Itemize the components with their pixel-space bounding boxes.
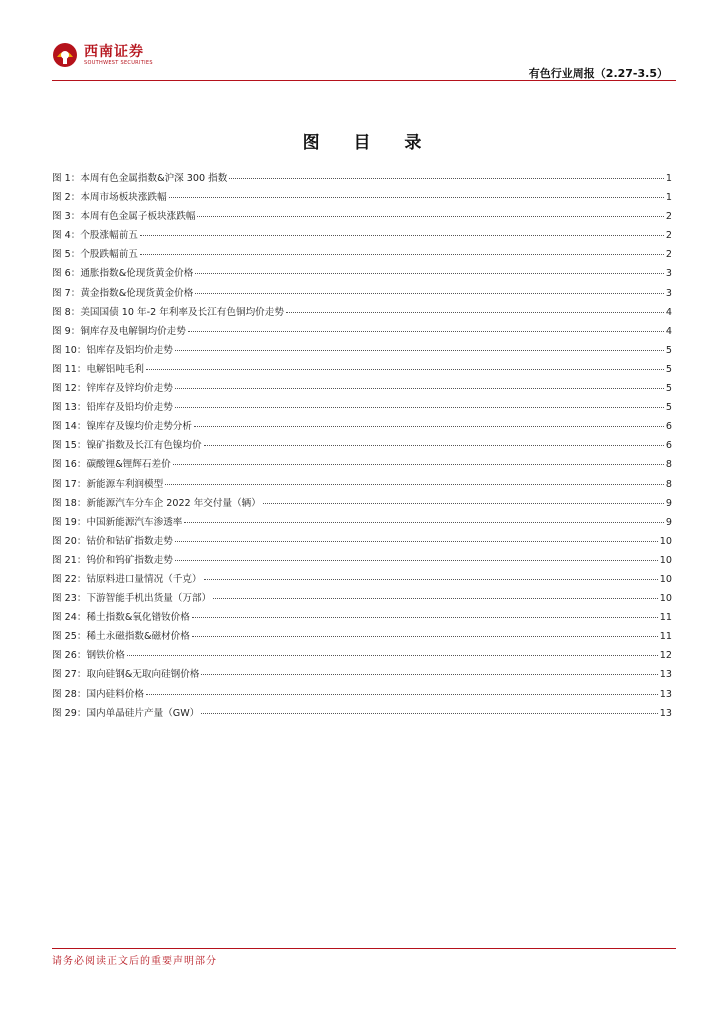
toc-entry-label[interactable]: 图 25：稀土永磁指数&磁材价格: [52, 631, 190, 643]
toc-leader-dots: [286, 312, 664, 313]
logo-emblem-icon: [52, 42, 78, 68]
toc-leader-dots: [175, 388, 664, 389]
toc-leader-dots: [140, 254, 664, 255]
toc-entry-page[interactable]: 6: [665, 440, 672, 452]
toc-leader-dots: [146, 694, 658, 695]
toc-entry-label[interactable]: 图 20：钴价和钴矿指数走势: [52, 535, 173, 547]
toc-entry[interactable]: [52, 418, 672, 437]
toc-entry[interactable]: [52, 227, 672, 246]
toc-leader-dots: [165, 484, 664, 485]
toc-leader-dots: [204, 579, 658, 580]
toc-entry[interactable]: [52, 456, 672, 475]
toc-leader-dots: [175, 350, 664, 351]
toc-entry[interactable]: [52, 552, 672, 571]
toc-entry[interactable]: [52, 342, 672, 361]
toc-leader-dots: [188, 331, 664, 332]
toc-entry[interactable]: [52, 304, 672, 323]
toc-leader-dots: [229, 178, 664, 179]
toc-entry[interactable]: [52, 590, 672, 609]
toc-entry-page[interactable]: 13: [659, 669, 672, 681]
logo-chinese-name: 西南证券: [84, 43, 144, 60]
page-header: [52, 38, 676, 82]
toc-entry[interactable]: [52, 361, 672, 380]
toc-entry-label[interactable]: 图 14：镍库存及镍均价走势分析: [52, 421, 192, 433]
toc-leader-dots: [263, 503, 664, 504]
toc-entry-label[interactable]: 图 6：通胀指数&伦现货黄金价格: [52, 268, 194, 280]
toc-entry-page[interactable]: 1: [665, 192, 672, 204]
toc-entry[interactable]: [52, 533, 672, 552]
header-divider: [52, 80, 676, 81]
toc-entry-label[interactable]: 图 4：个股涨幅前五: [52, 230, 138, 242]
toc-entry-page[interactable]: 8: [665, 478, 672, 490]
toc-entry-label[interactable]: 图 19：中国新能源汽车渗透率: [52, 516, 183, 528]
toc-leader-dots: [175, 407, 664, 408]
toc-entry-label[interactable]: 图 27：取向硅钢&无取向硅钢价格: [52, 669, 200, 681]
toc-entry[interactable]: [52, 647, 672, 666]
toc-entry[interactable]: [52, 265, 672, 284]
toc-entry-page[interactable]: 4: [665, 325, 672, 337]
toc-entry-page[interactable]: 13: [659, 688, 672, 700]
toc-leader-dots: [195, 273, 664, 274]
toc-entry[interactable]: [52, 285, 672, 304]
footer-divider: [52, 948, 676, 949]
toc-leader-dots: [175, 541, 658, 542]
toc-entry-page[interactable]: 3: [665, 287, 672, 299]
toc-entry-label[interactable]: 图 21：钨价和钨矿指数走势: [52, 554, 173, 566]
toc-entry-label[interactable]: 图 17：新能源车利润模型: [52, 478, 164, 490]
toc-leader-dots: [184, 522, 664, 523]
toc-entry[interactable]: [52, 514, 672, 533]
table-of-figures: [52, 170, 672, 724]
toc-entry-label[interactable]: 图 12：锌库存及锌均价走势: [52, 383, 173, 395]
toc-entry[interactable]: [52, 170, 672, 189]
toc-entry-label[interactable]: 图 11：电解铝吨毛利: [52, 363, 145, 375]
toc-entry[interactable]: [52, 571, 672, 590]
toc-entry[interactable]: [52, 686, 672, 705]
document-title: 有色行业周报（2.27-3.5）: [528, 67, 668, 80]
toc-entry[interactable]: [52, 246, 672, 265]
toc-entry-page[interactable]: 13: [659, 707, 672, 719]
toc-leader-dots: [192, 636, 658, 637]
toc-entry-page[interactable]: 9: [665, 516, 672, 528]
toc-entry-page[interactable]: 5: [665, 344, 672, 356]
toc-entry[interactable]: [52, 705, 672, 724]
toc-leader-dots: [194, 426, 664, 427]
toc-leader-dots: [175, 560, 658, 561]
toc-leader-dots: [146, 369, 664, 370]
toc-entry-page[interactable]: 10: [659, 573, 672, 585]
toc-entry-page[interactable]: 2: [665, 230, 672, 242]
toc-entry-page[interactable]: 2: [665, 249, 672, 261]
toc-entry-label[interactable]: 图 3：本周有色金属子板块涨跌幅: [52, 211, 196, 223]
toc-entry[interactable]: [52, 628, 672, 647]
toc-entry-page[interactable]: 10: [659, 535, 672, 547]
toc-leader-dots: [201, 674, 657, 675]
toc-entry-label[interactable]: 图 15：镍矿指数及长江有色镍均价: [52, 440, 202, 452]
toc-leader-dots: [201, 713, 657, 714]
toc-heading: 图 目 录: [302, 133, 436, 153]
toc-entry[interactable]: [52, 437, 672, 456]
toc-entry-label[interactable]: 图 8：美国国债 10 年-2 年利率及长江有色铜均价走势: [52, 306, 284, 318]
toc-entry-label[interactable]: 图 29：国内单晶硅片产量（GW）: [52, 707, 200, 719]
toc-leader-dots: [127, 655, 658, 656]
toc-entry-label[interactable]: 图 13：铅库存及铅均价走势: [52, 402, 173, 414]
toc-entry[interactable]: [52, 495, 672, 514]
toc-entry-label[interactable]: 图 26：钢铁价格: [52, 650, 125, 662]
company-logo: [52, 42, 153, 68]
toc-entry[interactable]: [52, 208, 672, 227]
toc-entry-label[interactable]: 图 5：个股跌幅前五: [52, 249, 138, 261]
toc-entry-page[interactable]: 12: [659, 650, 672, 662]
toc-entry-page[interactable]: 10: [659, 593, 672, 605]
toc-entry-page[interactable]: 3: [665, 268, 672, 280]
toc-entry-page[interactable]: 1: [665, 173, 672, 184]
toc-leader-dots: [192, 617, 658, 618]
toc-entry-page[interactable]: 11: [659, 612, 672, 624]
toc-leader-dots: [169, 197, 664, 198]
toc-leader-dots: [195, 293, 664, 294]
toc-entry-page[interactable]: 4: [665, 306, 672, 318]
toc-entry-page[interactable]: 10: [659, 554, 672, 566]
toc-entry[interactable]: [52, 380, 672, 399]
toc-entry-label[interactable]: 图 9：铜库存及电解铜均价走势: [52, 325, 186, 337]
toc-entry-page[interactable]: 5: [665, 383, 672, 395]
toc-entry-page[interactable]: 11: [659, 631, 672, 643]
toc-entry-label[interactable]: 图 28：国内硅料价格: [52, 688, 145, 700]
toc-entry-label[interactable]: 图 10：铝库存及铝均价走势: [52, 344, 173, 356]
toc-entry-page[interactable]: 5: [665, 363, 672, 375]
toc-entry-page[interactable]: 9: [665, 497, 672, 509]
toc-leader-dots: [213, 598, 658, 599]
toc-leader-dots: [204, 445, 664, 446]
toc-entry-label[interactable]: 图 2：本周市场板块涨跌幅: [52, 192, 167, 204]
toc-leader-dots: [197, 216, 663, 217]
toc-entry-page[interactable]: 5: [665, 402, 672, 414]
toc-entry[interactable]: [52, 609, 672, 628]
toc-entry[interactable]: [52, 323, 672, 342]
toc-entry-label[interactable]: 图 23：下游智能手机出货量（万部）: [52, 593, 212, 605]
toc-leader-dots: [140, 235, 664, 236]
toc-entry-label[interactable]: 图 22：钴原料进口量情况（千克）: [52, 573, 202, 585]
toc-entry-label[interactable]: 图 7：黄金指数&伦现货黄金价格: [52, 287, 194, 299]
toc-entry-page[interactable]: 2: [665, 211, 672, 223]
toc-entry-page[interactable]: 8: [665, 459, 672, 471]
toc-entry-page[interactable]: 6: [665, 421, 672, 433]
toc-entry-label[interactable]: 图 24：稀土指数&氧化镨钕价格: [52, 612, 190, 624]
toc-entry-label[interactable]: 图 18：新能源汽车分车企 2022 年交付量（辆）: [52, 497, 261, 509]
toc-entry-label[interactable]: 图 16：碳酸锂&锂辉石差价: [52, 459, 171, 471]
logo-english-name: SOUTHWEST SECURITIES: [84, 59, 153, 66]
toc-entry[interactable]: [52, 189, 672, 208]
toc-entry[interactable]: [52, 399, 672, 418]
toc-entry[interactable]: [52, 476, 672, 495]
toc-entry[interactable]: [52, 666, 672, 685]
disclaimer-note: 请务必阅读正文后的重要声明部分: [52, 956, 217, 967]
toc-leader-dots: [173, 464, 664, 465]
toc-entry-label[interactable]: 图 1：本周有色金属指数&沪深 300 指数: [52, 173, 228, 184]
